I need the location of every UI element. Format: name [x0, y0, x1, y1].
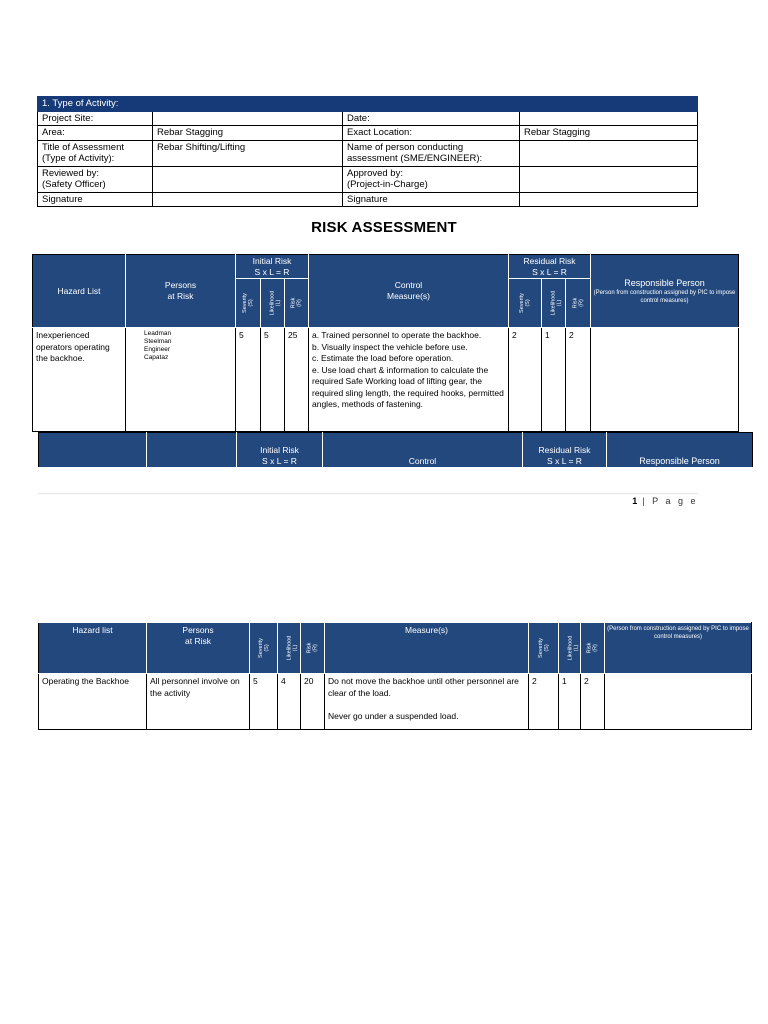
persons-at-risk-header: Persons at Risk — [147, 623, 250, 674]
activity-type-banner: 1. Type of Activity: — [38, 97, 698, 112]
control-header: Control — [323, 433, 523, 468]
area-value: Rebar Stagging — [153, 126, 343, 141]
assessment-title-label: Title of Assessment (Type of Activity): — [38, 140, 153, 166]
repeated-header-row — [39, 433, 753, 468]
hazard-header-cell — [39, 433, 147, 468]
info-row — [38, 126, 698, 141]
info-row — [38, 192, 698, 207]
likelihood-label: Likelihood (L) — [286, 635, 299, 660]
area-label: Area: — [38, 126, 153, 141]
initial-risk-header: Initial Risk S x L = R — [236, 255, 309, 279]
risk-label: Risk (R) — [306, 642, 319, 653]
severity-cell: 5 — [236, 328, 261, 432]
persons-cell: Leadman Steelman Engineer Capataz — [126, 328, 236, 432]
likelihood-cell: 5 — [261, 328, 285, 432]
approved-by-value — [520, 166, 698, 192]
info-row — [38, 111, 698, 126]
hazard-list-header: Hazard List — [33, 255, 126, 328]
risk-header — [285, 279, 309, 328]
residual-severity-label: Severity (S) — [519, 292, 531, 313]
persons-header-cell — [147, 433, 237, 468]
control-measures-cell: Do not move the backhoe until other personnel are clear of the load. Never go under a suspended load. — [325, 674, 529, 730]
risk-label: Risk (R) — [290, 297, 303, 309]
exact-location-label: Exact Location: — [343, 126, 520, 141]
residual-likelihood-cell: 1 — [542, 328, 566, 432]
hazard-cell: Operating the Backhoe — [39, 674, 147, 730]
hazard-cell: Inexperienced operators operating the backhoe. — [33, 328, 126, 432]
signature-label: Signature — [38, 192, 153, 207]
responsible-person-note: (Person from construction assigned by PIC to impose control measures) — [593, 289, 736, 304]
approved-by-label: Approved by: (Project-in-Charge) — [343, 166, 520, 192]
risk-header — [301, 623, 325, 674]
persons-at-risk-header: Persons at Risk — [126, 255, 236, 328]
responsible-person-cell — [591, 328, 739, 432]
residual-likelihood-cell: 1 — [559, 674, 581, 730]
likelihood-cell: 4 — [278, 674, 301, 730]
residual-severity-header — [509, 279, 542, 328]
severity-header — [250, 623, 278, 674]
repeated-header-table — [38, 432, 753, 468]
page-number — [632, 496, 698, 506]
responsible-person-header — [605, 623, 752, 674]
risk-assessment-table — [32, 254, 739, 432]
residual-severity-cell: 2 — [529, 674, 559, 730]
severity-header — [236, 279, 261, 328]
residual-risk-label: Risk (R) — [572, 297, 585, 309]
info-row — [38, 140, 698, 166]
page-number-value: 1 — [632, 496, 638, 506]
assessment-title-value: Rebar Shifting/Lifting — [153, 140, 343, 166]
signature-label-2: Signature — [343, 192, 520, 207]
responsible-person-note: (Person from construction assigned by PIC to impose control measures) — [607, 626, 749, 640]
residual-severity-header — [529, 623, 559, 674]
responsible-person-header: Responsible Person — [607, 433, 753, 468]
reviewed-by-label: Reviewed by: (Safety Officer) — [38, 166, 153, 192]
footer-divider — [38, 493, 698, 494]
activity-banner-row — [38, 97, 698, 112]
residual-likelihood-label: Likelihood (L) — [550, 290, 563, 316]
risk-cell: 25 — [285, 328, 309, 432]
severity-cell: 5 — [250, 674, 278, 730]
page-label: | P a g e — [637, 496, 698, 506]
residual-risk-header: Residual Risk S x L = R — [509, 255, 591, 279]
residual-likelihood-header — [559, 623, 581, 674]
residual-risk-header: Residual Risk S x L = R — [523, 433, 607, 468]
severity-label: Severity (S) — [242, 292, 254, 313]
control-measures-cell: a. Trained personnel to operate the backhoe. b. Visually inspect the vehicle before use. c. Estimate the load before operation. e. Use load chart & information to calculate the required Safe Working load of lifting gear, the required sling length, the required hooks, permitted angles, methods of fastening. — [309, 328, 509, 432]
persons-cell: All personnel involve on the activity — [147, 674, 250, 730]
residual-likelihood-header — [542, 279, 566, 328]
date-value — [520, 111, 698, 126]
residual-risk-subheader — [581, 623, 605, 674]
date-label: Date: — [343, 111, 520, 126]
residual-risk-cell: 2 — [566, 328, 591, 432]
initial-risk-header: Initial Risk S x L = R — [237, 433, 323, 468]
table-row — [33, 328, 739, 432]
exact-location-value: Rebar Stagging — [520, 126, 698, 141]
likelihood-header — [261, 279, 285, 328]
risk-assessment-table-continued — [38, 622, 752, 730]
risk-cell: 20 — [301, 674, 325, 730]
severity-label: Severity (S) — [257, 637, 270, 658]
info-row — [38, 166, 698, 192]
table-row — [39, 674, 752, 730]
likelihood-label: Likelihood (L) — [269, 290, 282, 316]
residual-severity-label: Severity (S) — [537, 637, 550, 658]
activity-info-table — [37, 96, 698, 207]
responsible-person-label: Responsible Person — [624, 277, 705, 288]
responsible-person-cell — [605, 674, 752, 730]
residual-severity-cell: 2 — [509, 328, 542, 432]
residual-likelihood-label: Likelihood (L) — [567, 635, 580, 660]
residual-risk-label: Risk (R) — [586, 642, 599, 653]
assessor-label: Name of person conducting assessment (SME/ENGINEER): — [343, 140, 520, 166]
residual-risk-cell: 2 — [581, 674, 605, 730]
likelihood-header — [278, 623, 301, 674]
assessor-value — [520, 140, 698, 166]
table-header-row — [33, 255, 739, 279]
hazard-list-header: Hazard list — [39, 623, 147, 674]
page-title: RISK ASSESSMENT — [311, 219, 457, 236]
signature-value — [153, 192, 343, 207]
project-site-label: Project Site: — [38, 111, 153, 126]
reviewed-by-value — [153, 166, 343, 192]
measures-header: Measure(s) — [325, 623, 529, 674]
residual-risk-subheader — [566, 279, 591, 328]
signature-value-2 — [520, 192, 698, 207]
table-header-row — [39, 623, 752, 674]
control-measures-header: Control Measure(s) — [309, 255, 509, 328]
responsible-person-header — [591, 255, 739, 328]
project-site-value — [153, 111, 343, 126]
